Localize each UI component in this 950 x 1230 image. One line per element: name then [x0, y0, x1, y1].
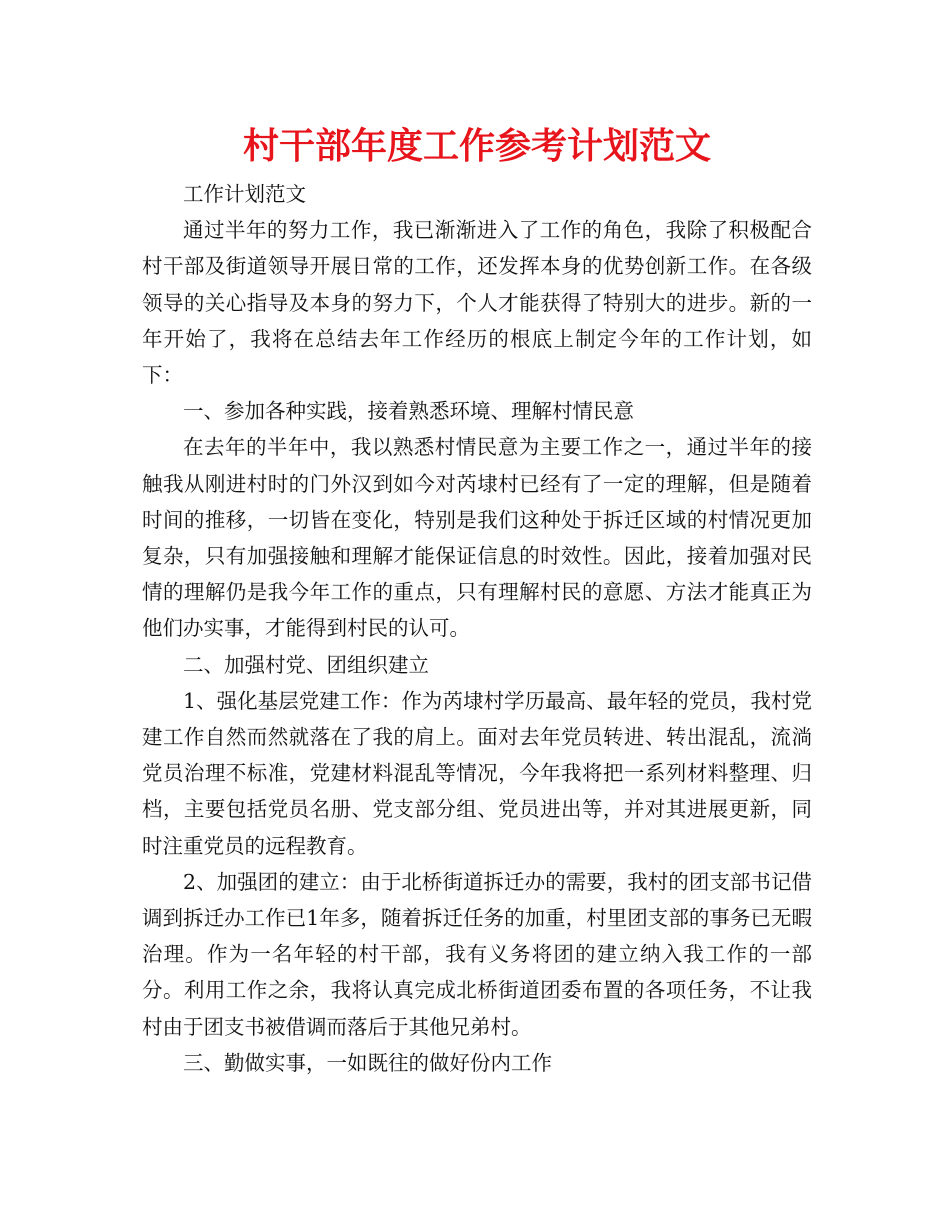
- document-title: 村干部年度工作参考计划范文: [242, 126, 711, 167]
- section-heading-2: 二、加强村党、团组织建立: [183, 652, 429, 677]
- paragraph-intro: 通过半年的努力工作，我已渐渐进入了工作的角色，我除了积极配合村干部及街道领导开展日常的工作，还发挥本身的优势创新工作。在各级领导的关心指导及本身的努力下，个人才能获得了特别大的进步。新的一年开始了，我将在总结去年工作经历的根底上制定今年的工作计划，如下：: [142, 218, 812, 388]
- paragraph-league-building: 2、加强团的建立：由于北桥街道拆迁办的需要，我村的团支部书记借调到拆迁办工作已1年多，随着拆迁任务的加重，村里团支部的事务已无暇治理。作为一名年轻的村干部，我有义务将团的建立纳入我工作的一部分。利用工作之余，我将认真完成北桥街道团委布置的各项任务，不让我村由于团支书被借调而落后于其他兄弟村。: [142, 869, 812, 1039]
- paragraph-party-building: 1、强化基层党建工作：作为芮埭村学历最高、最年轻的党员，我村党建工作自然而然就落在了我的肩上。面对去年党员转进、转出混乱，流淌党员治理不标准，党建材料混乱等情况，今年我将把一系列材料整理、归档，主要包括党员名册、党支部分组、党员进出等，并对其进展更新，同时注重党员的远程教育。: [142, 688, 812, 858]
- document-page: [142, 118, 812, 1081]
- paragraph-subtitle: 工作计划范文: [183, 182, 306, 206]
- section-heading-3: 三、勤做实事，一如既往的做好份内工作: [183, 1050, 552, 1075]
- section-heading-1: 一、参加各种实践，接着熟悉环境、理解村情民意: [183, 399, 634, 424]
- paragraph-section-1: 在去年的半年中，我以熟悉村情民意为主要工作之一，通过半年的接触我从刚进村时的门外汉到如今对芮埭村已经有了一定的理解，但是随着时间的推移，一切皆在变化，特别是我们这种处于拆迁区域的村情况更加复杂，只有加强接触和理解才能保证信息的时效性。因此，接着加强对民情的理解仍是我今年工作的重点，只有理解村民的意愿、方法才能真正为他们办实事，才能得到村民的认可。: [142, 435, 812, 641]
